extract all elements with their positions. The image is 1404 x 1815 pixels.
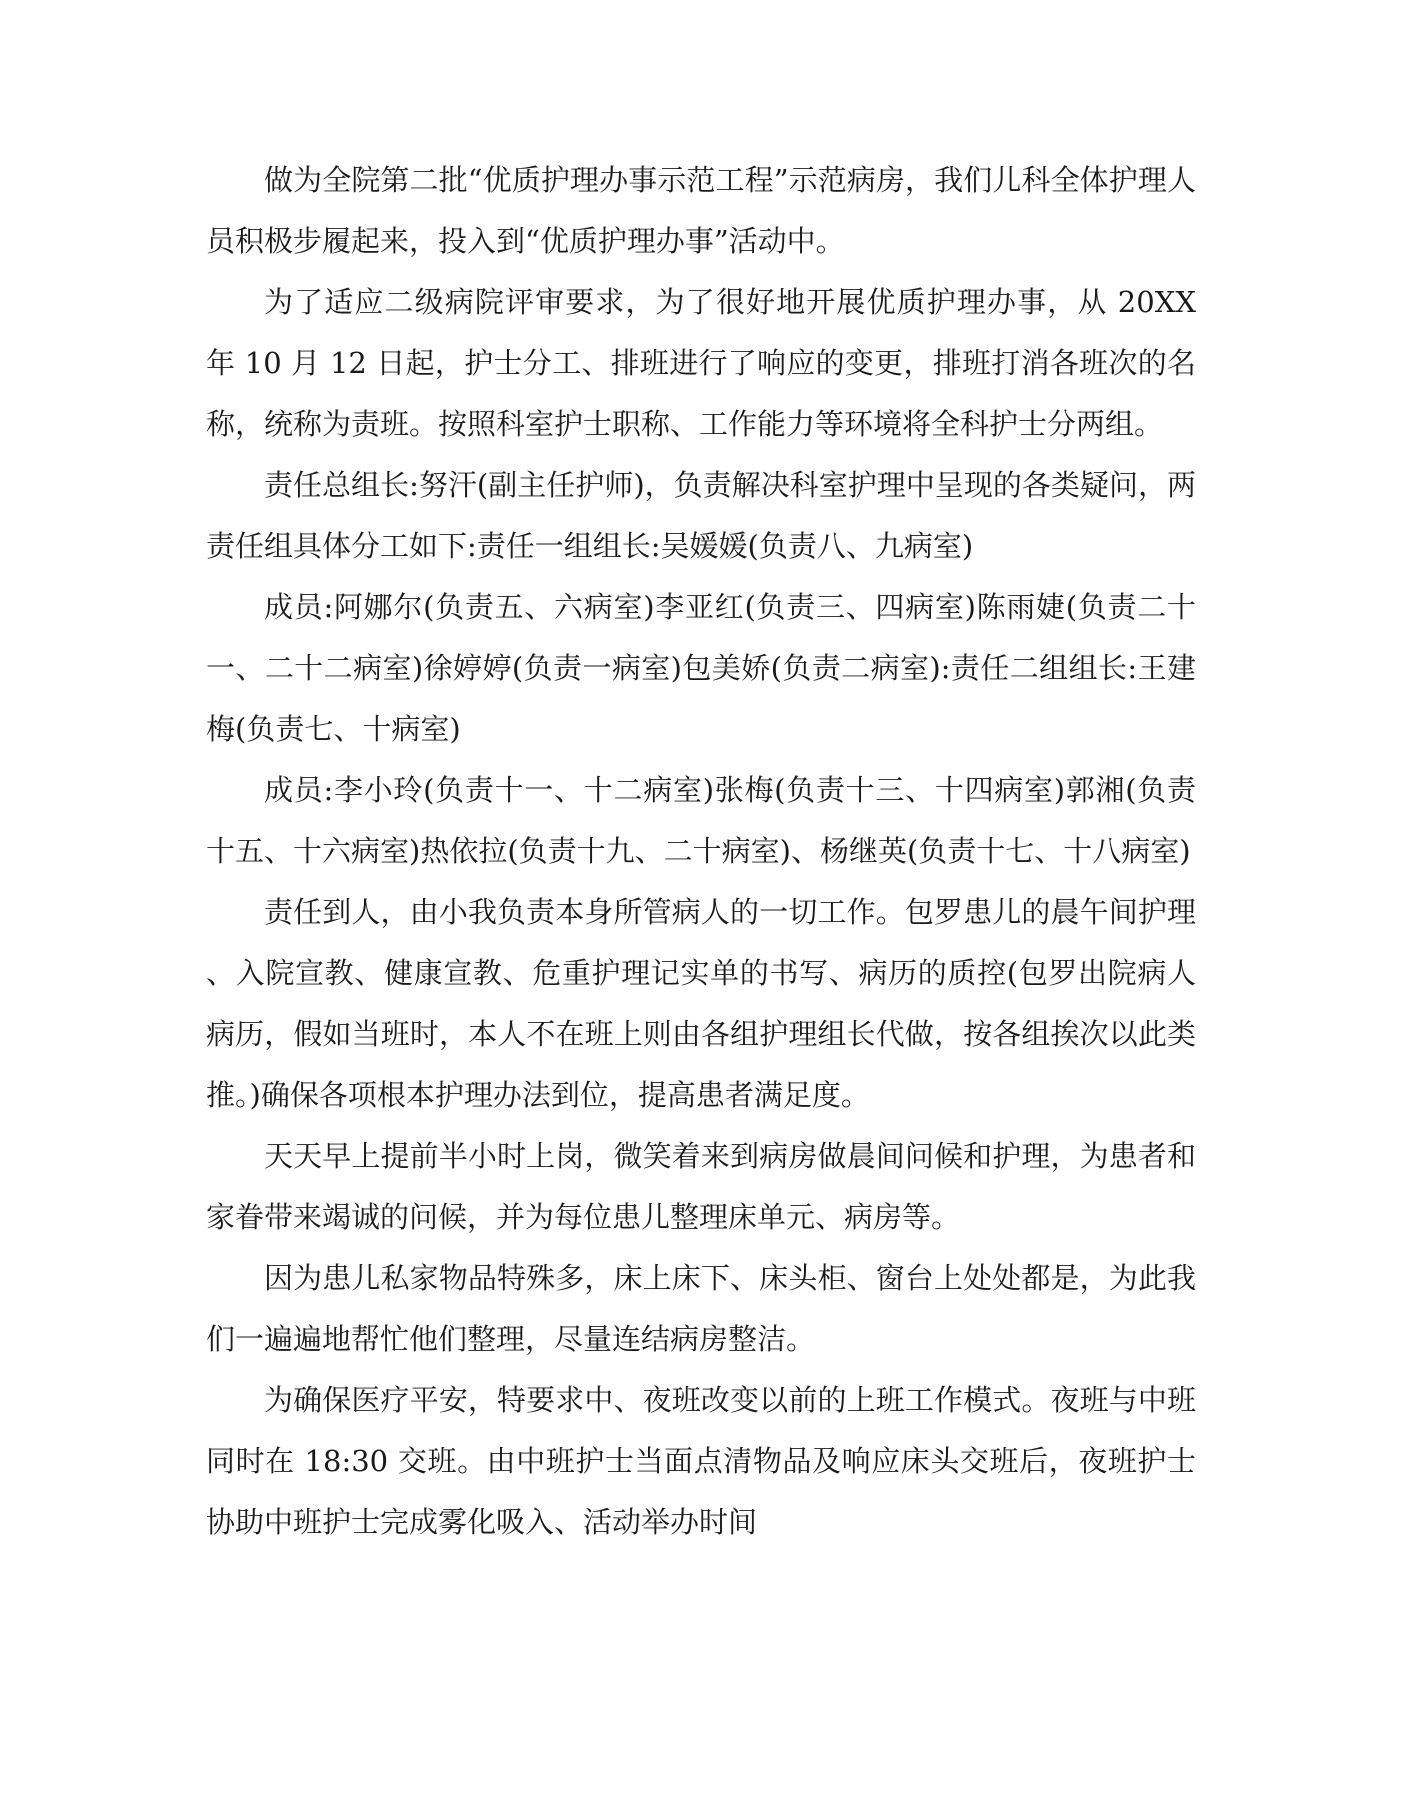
paragraph-5: 成员:李小玲(负责十一、十二病室)张梅(负责十三、十四病室)郭湘(负责十五、十六病室)热依拉(负责十九、二十病室)、杨继英(负责十七、十八病室)	[206, 773, 1196, 868]
paragraph-7: 天天早上提前半小时上岗，微笑着来到病房做晨间问候和护理，为患者和家眷带来竭诚的问候，并为每位患儿整理床单元、病房等。	[206, 1139, 1196, 1234]
paragraph-2: 为了适应二级病院评审要求，为了很好地开展优质护理办事，从 20XX 年 10 月 12 日起，护士分工、排班进行了响应的变更，排班打消各班次的名称，统称为责班。按照科室护士职称、工作能力等环境将全科护士分两组。	[206, 285, 1196, 441]
paragraph-9: 为确保医疗平安，特要求中、夜班改变以前的上班工作模式。夜班与中班同时在 18:30 交班。由中班护士当面点清物品及响应床头交班后，夜班护士协助中班护士完成雾化吸入、活动举办时间	[206, 1383, 1196, 1539]
paragraph-6: 责任到人，由小我负责本身所管病人的一切工作。包罗患儿的晨午间护理、入院宣教、健康宣教、危重护理记实单的书写、病历的质控(包罗出院病人病历，假如当班时，本人不在班上则由各组护理组长代做，按各组挨次以此类推。)确保各项根本护理办法到位，提高患者满足度。	[206, 895, 1196, 1112]
paragraph-1: 做为全院第二批“优质护理办事示范工程”示范病房，我们儿科全体护理人员积极步履起来，投入到“优质护理办事”活动中。	[206, 163, 1196, 258]
document-body	[206, 150, 1196, 1553]
paragraph-4: 成员:阿娜尔(负责五、六病室)李亚红(负责三、四病室)陈雨婕(负责二十一、二十二病室)徐婷婷(负责一病室)包美娇(负责二病室):责任二组组长:王建梅(负责七、十病室)	[206, 590, 1196, 746]
paragraph-8: 因为患儿私家物品特殊多，床上床下、床头柜、窗台上处处都是，为此我们一遍遍地帮忙他们整理，尽量连结病房整洁。	[206, 1261, 1196, 1356]
paragraph-3: 责任总组长:努汗(副主任护师)，负责解决科室护理中呈现的各类疑问，两责任组具体分工如下:责任一组组长:吴媛媛(负责八、九病室)	[206, 468, 1196, 563]
